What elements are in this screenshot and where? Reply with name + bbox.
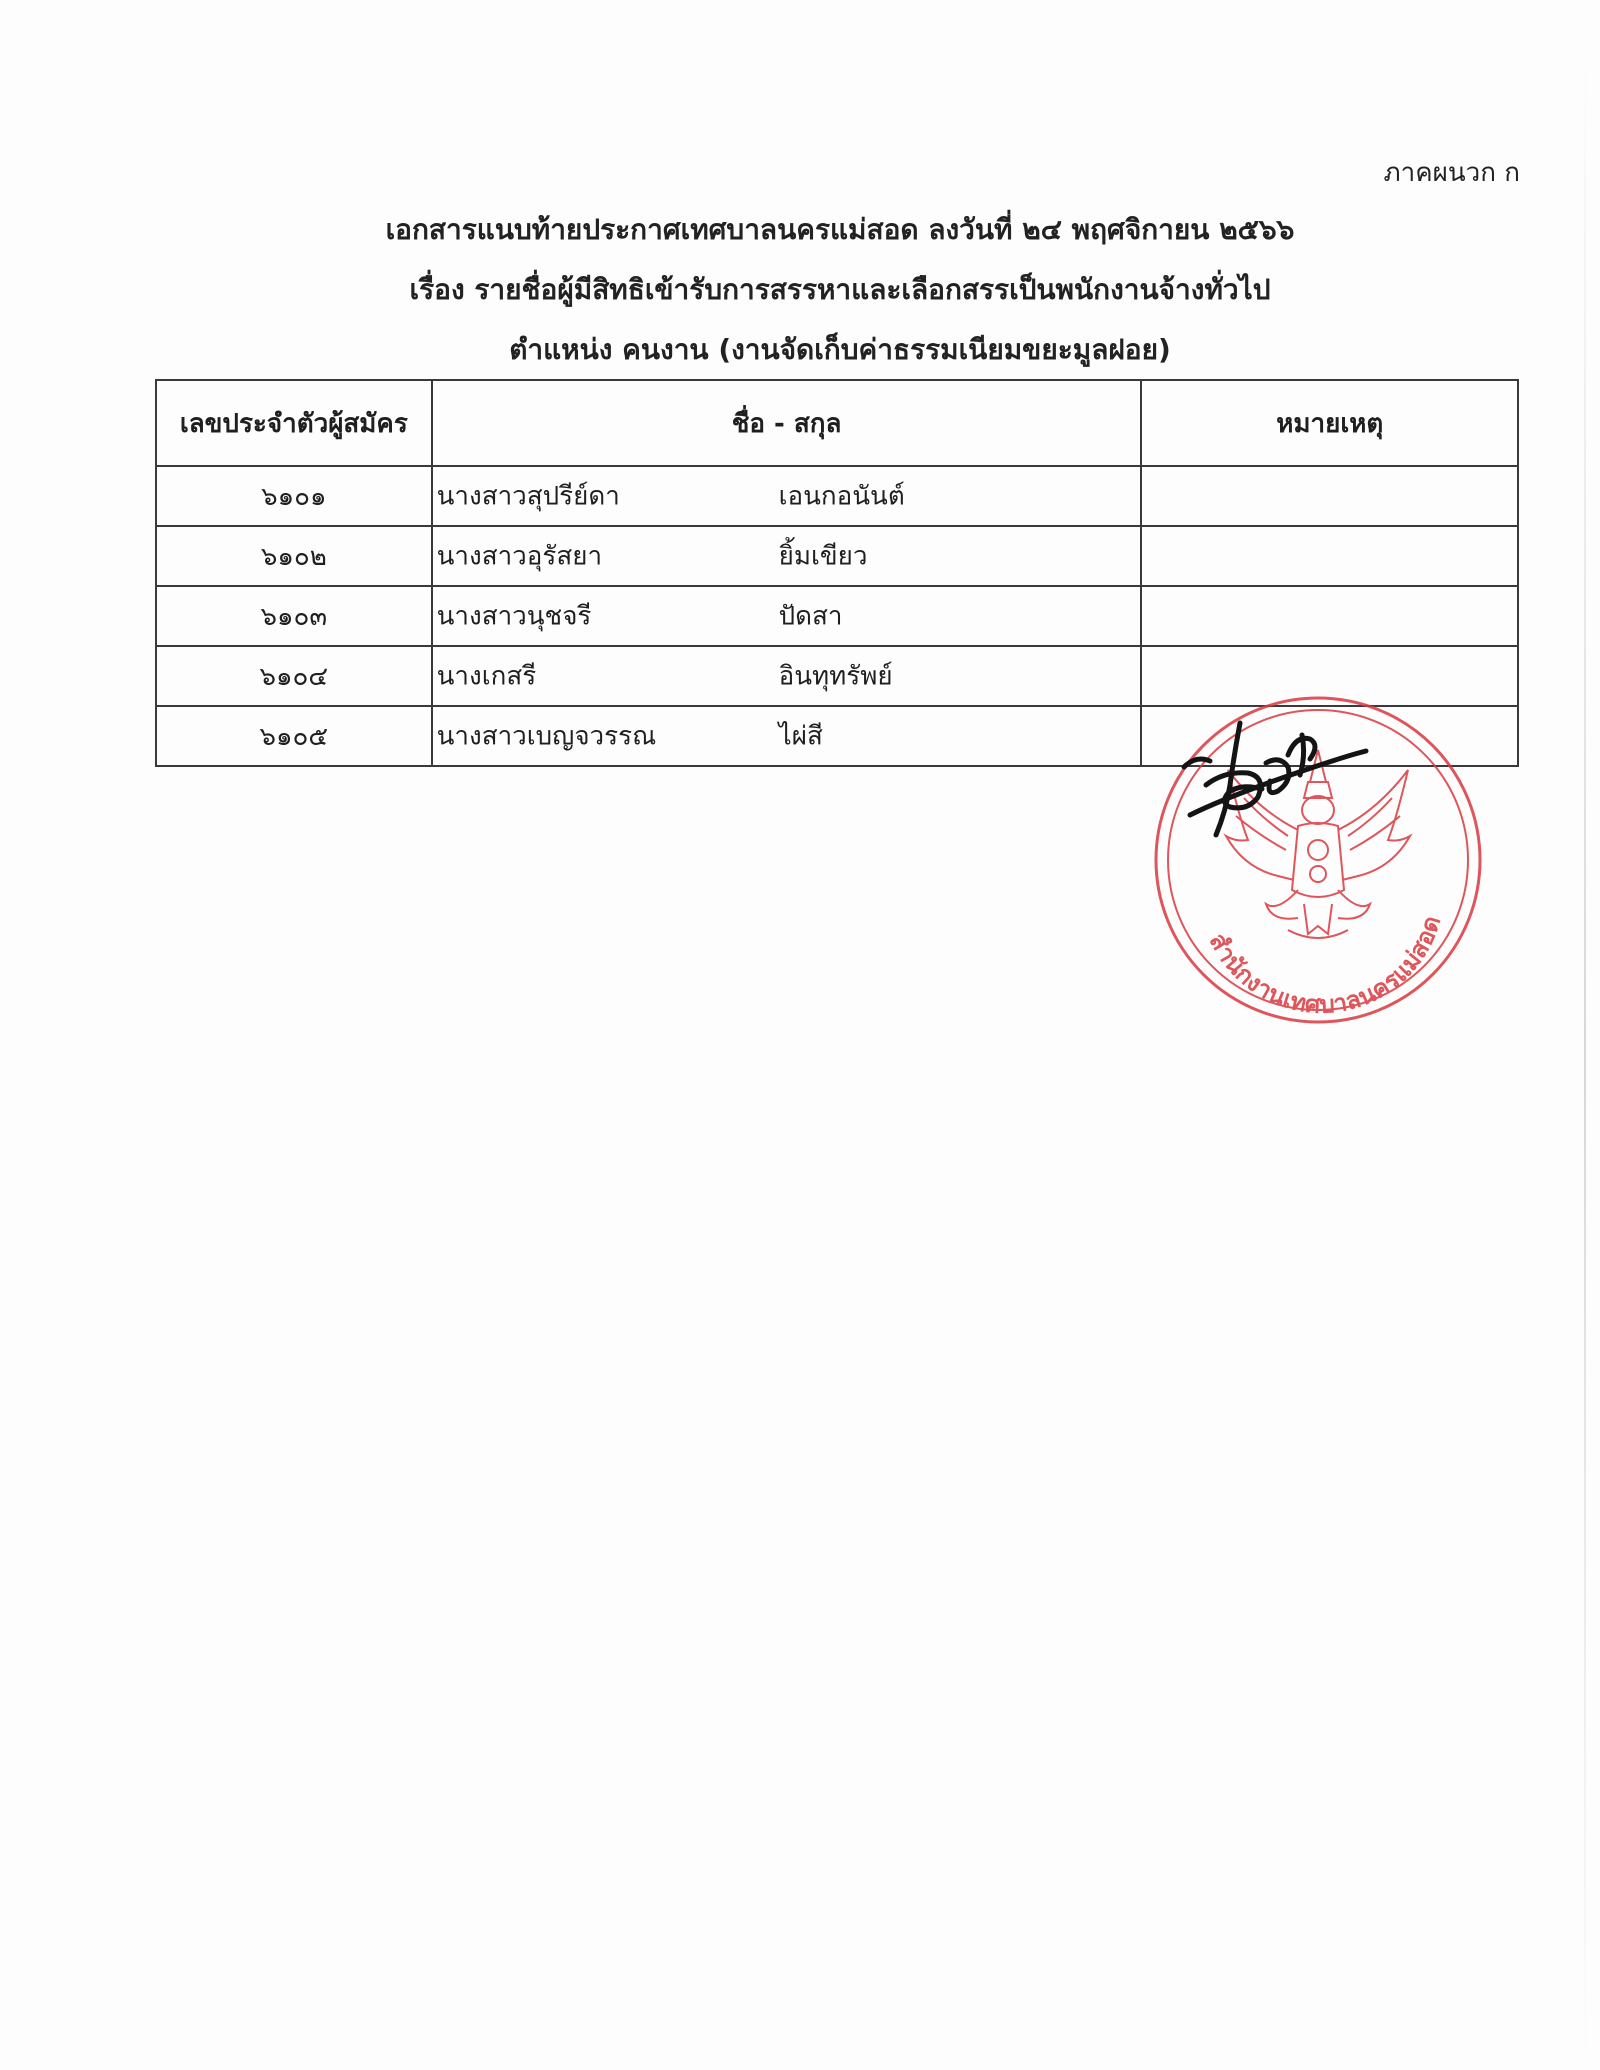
heading-line-1: เอกสารแนบท้ายประกาศเทศบาลนครแม่สอด ลงวันที่ ๒๔ พฤศจิกายน ๒๕๖๖ bbox=[385, 213, 1295, 246]
table-row bbox=[156, 466, 1518, 526]
remark-cell bbox=[1141, 586, 1518, 646]
applicant-id-cell: ๖๑๐๑ bbox=[156, 466, 432, 526]
last-name: ปัดสา bbox=[778, 601, 843, 632]
name-cell bbox=[432, 706, 1142, 766]
appendix-label: ภาคผนวก ก bbox=[1383, 158, 1520, 188]
table-row bbox=[156, 586, 1518, 646]
table-row bbox=[156, 526, 1518, 586]
signature bbox=[1170, 715, 1370, 855]
header-full-name: ชื่อ - สกุล bbox=[432, 380, 1142, 466]
applicant-id-cell: ๖๑๐๔ bbox=[156, 646, 432, 706]
first-name: นางสาวนุชจรี bbox=[436, 601, 592, 632]
name-cell bbox=[432, 466, 1142, 526]
name-cell bbox=[432, 586, 1142, 646]
applicant-id-cell: ๖๑๐๕ bbox=[156, 706, 432, 766]
header-remark: หมายเหตุ bbox=[1141, 380, 1518, 466]
applicant-id-cell: ๖๑๐๓ bbox=[156, 586, 432, 646]
first-name: นางสาวอุรัสยา bbox=[436, 541, 603, 572]
heading-line-3: ตำแหน่ง คนงาน (งานจัดเก็บค่าธรรมเนียมขยะมูลฝอย) bbox=[509, 333, 1171, 366]
first-name: นางสาวสุปรีย์ดา bbox=[436, 481, 620, 512]
header-applicant-id: เลขประจำตัวผู้สมัคร bbox=[156, 380, 432, 466]
last-name: ไผ่สี bbox=[778, 721, 823, 752]
first-name: นางสาวเบญจวรรณ bbox=[436, 721, 657, 752]
remark-cell bbox=[1141, 466, 1518, 526]
name-cell bbox=[432, 646, 1142, 706]
name-cell bbox=[432, 526, 1142, 586]
last-name: เอนกอนันต์ bbox=[778, 481, 905, 512]
last-name: ยิ้มเขียว bbox=[778, 541, 868, 572]
table-header-row bbox=[156, 380, 1518, 466]
last-name: อินทุทรัพย์ bbox=[778, 661, 893, 692]
remark-cell bbox=[1141, 526, 1518, 586]
heading-line-2: เรื่อง รายชื่อผู้มีสิทธิเข้ารับการสรรหาและเลือกสรรเป็นพนักงานจ้างทั่วไป bbox=[409, 273, 1271, 306]
first-name: นางเกสรี bbox=[436, 661, 537, 692]
seal-text: สำนักงานเทศบาลนครแม่สอด bbox=[1203, 912, 1447, 1019]
applicant-id-cell: ๖๑๐๒ bbox=[156, 526, 432, 586]
